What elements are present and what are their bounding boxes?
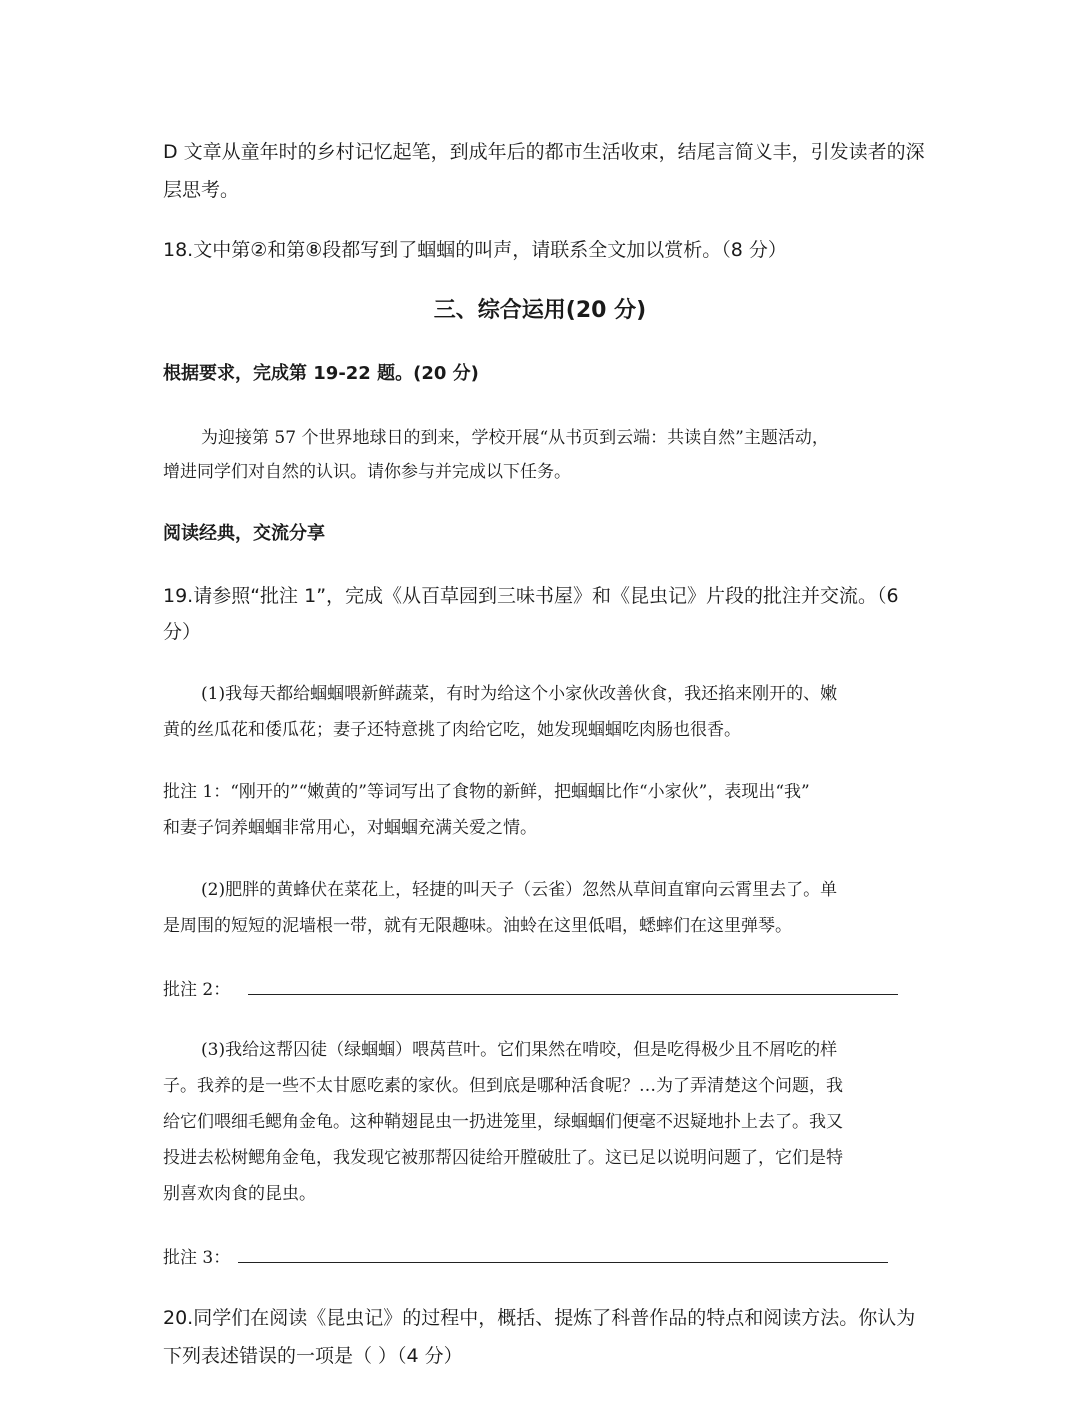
passage3-line3: 给它们喂细毛鳃角金龟。这种鞘翅昆虫一扔进笼里，绿蝈蝈们便毫不迟疑地扑上去了。我又 [163, 1112, 843, 1132]
q17-option-d-line1: D 文章从童年时的乡村记忆起笔，到成年后的都市生活收束，结尾言简义丰，引发读者的深 [163, 141, 925, 163]
section-title: 三、综合运用(20 分) [433, 298, 647, 323]
section-instruction: 根据要求，完成第 19-22 题。(20 分) [163, 363, 479, 384]
annotation3-answer-line[interactable] [238, 1244, 888, 1263]
passage1-line1: (1)我每天都给蝈蝈喂新鲜蔬菜，有时为给这个小家伙改善伙食，我还掐来刚开的、嫩 [201, 684, 838, 704]
annotation2-label: 批注 2： [163, 980, 231, 1000]
intro-line2: 增进同学们对自然的认识。请你参与并完成以下任务。 [163, 462, 571, 482]
subheading: 阅读经典，交流分享 [163, 523, 325, 544]
passage3-line4: 投进去松树鳃角金龟，我发现它被那帮囚徒给开膛破肚了。这已足以说明问题了，它们是特 [163, 1148, 843, 1168]
q17-option-d-line2: 层思考。 [163, 179, 240, 201]
annotation3-row [163, 1244, 888, 1270]
q18-text: 18.文中第②和第⑧段都写到了蝈蝈的叫声，请联系全文加以赏析。（8 分） [163, 239, 787, 261]
passage2-line2: 是周围的短短的泥墙根一带，就有无限趣味。油蛉在这里低唱，蟋蟀们在这里弹琴。 [163, 916, 792, 936]
intro-line1: 为迎接第 57 个世界地球日的到来，学校开展“从书页到云端：共读自然”主题活动， [201, 428, 829, 448]
passage2-line1: (2)肥胖的黄蜂伏在菜花上，轻捷的叫天子（云雀）忽然从草间直窜向云霄里去了。单 [201, 880, 838, 900]
annotation2-row [163, 976, 898, 1002]
passage3-line2: 子。我养的是一些不太甘愿吃素的家伙。但到底是哪种活食呢？…为了弄清楚这个问题，我 [163, 1076, 843, 1096]
annotation1-line2: 和妻子饲养蝈蝈非常用心，对蝈蝈充满关爱之情。 [163, 818, 537, 838]
q20-line1: 20.同学们在阅读《昆虫记》的过程中，概括、提炼了科普作品的特点和阅读方法。你认为 [163, 1307, 916, 1329]
passage1-line2: 黄的丝瓜花和倭瓜花；妻子还特意挑了肉给它吃，她发现蝈蝈吃肉肠也很香。 [163, 720, 741, 740]
annotation2-answer-line[interactable] [248, 976, 898, 995]
passage3-line1: (3)我给这帮囚徒（绿蝈蝈）喂莴苣叶。它们果然在啃咬，但是吃得极少且不屑吃的样 [201, 1040, 838, 1060]
annotation3-label: 批注 3： [163, 1248, 231, 1268]
q20-line2: 下列表述错误的一项是（ ）（4 分） [163, 1345, 463, 1367]
q19-line2: 分） [163, 621, 202, 643]
annotation1-line1: 批注 1：“刚开的”“嫩黄的”等词写出了食物的新鲜，把蝈蝈比作“小家伙”，表现出“我” [163, 782, 810, 802]
passage3-line5: 别喜欢肉食的昆虫。 [163, 1184, 316, 1204]
q19-line1: 19.请参照“批注 1”，完成《从百草园到三味书屋》和《昆虫记》片段的批注并交流。（6 [163, 585, 899, 607]
